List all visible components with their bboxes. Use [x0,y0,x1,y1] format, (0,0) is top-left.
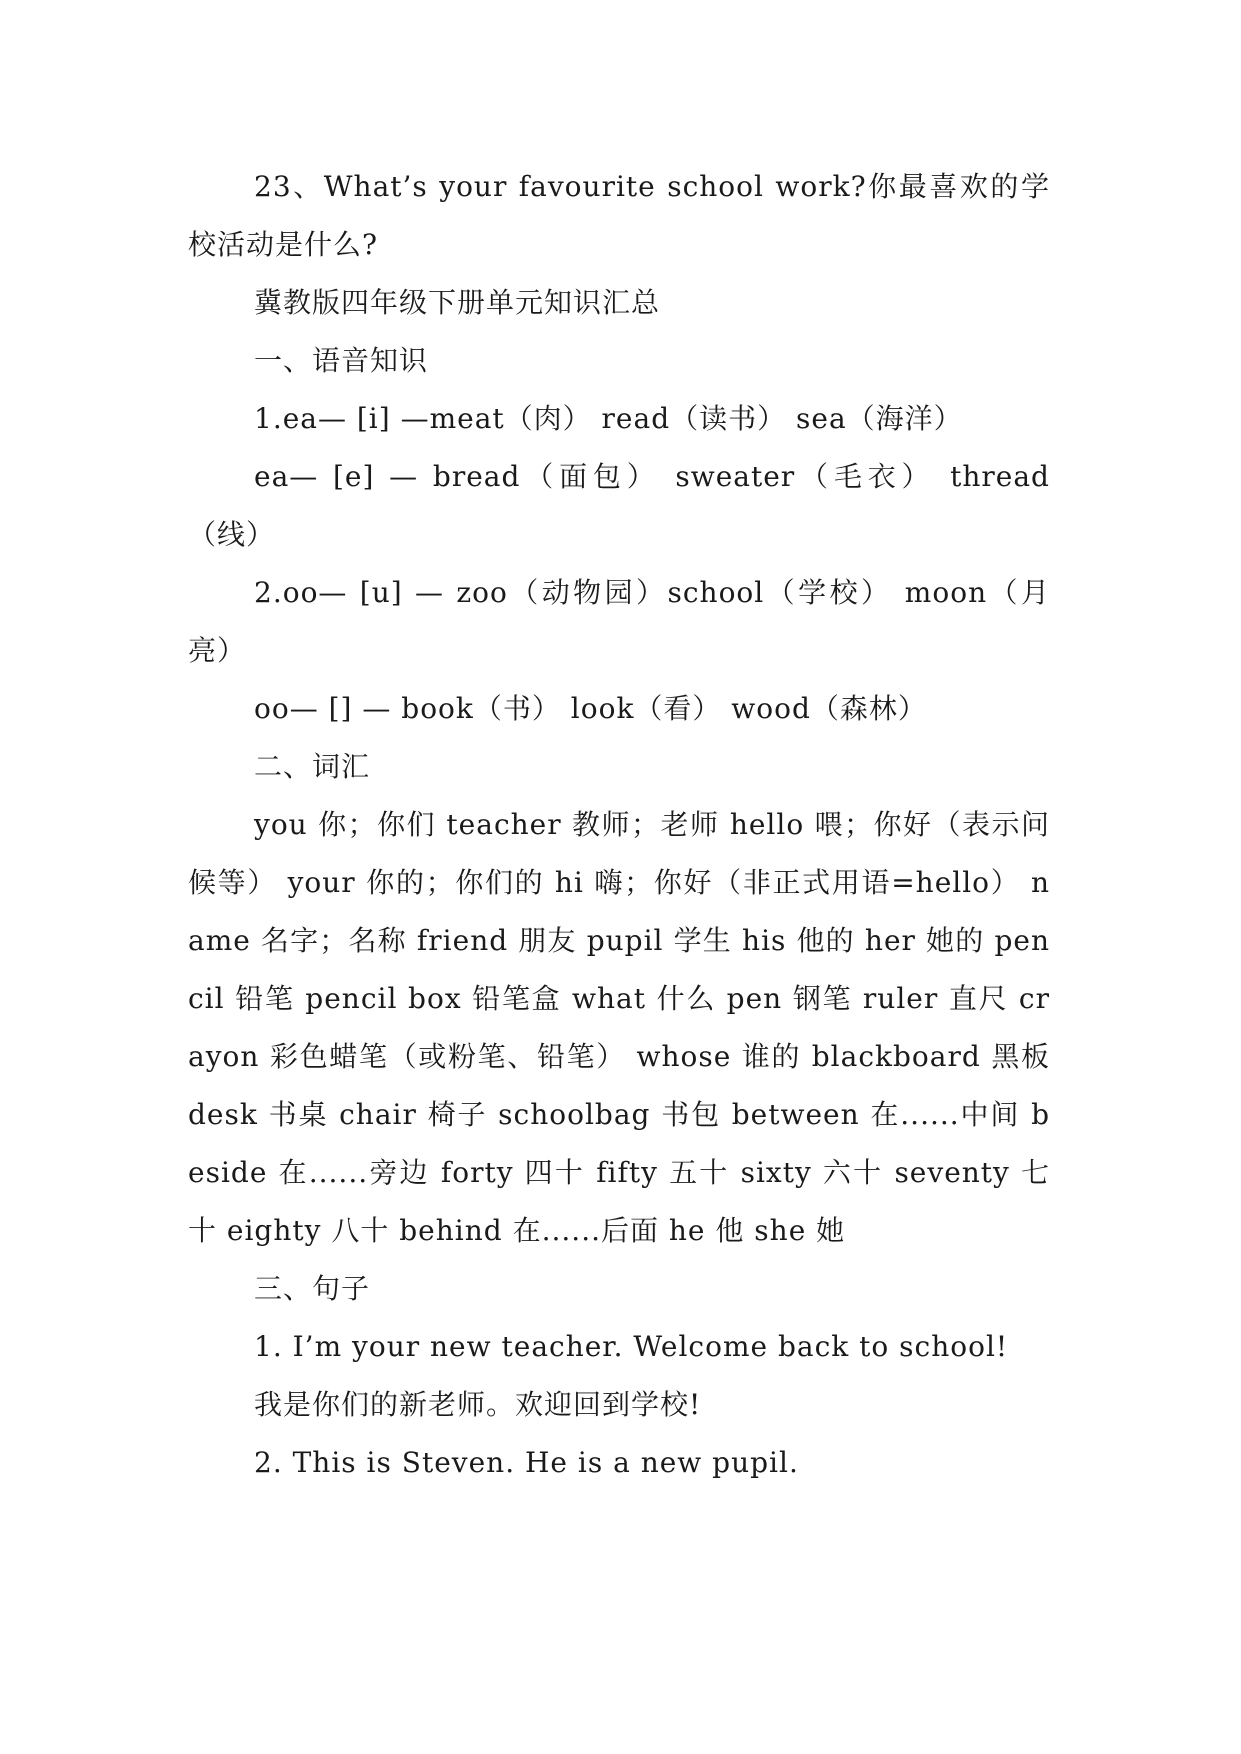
sentence-1-english: 1. I’m your new teacher. Welcome back to school! [254,1330,1009,1363]
sentence-2-english: 2. This is Steven. He is a new pupil. [254,1446,799,1479]
phonetics-ea-e: ea— [e] — bread（面包） sweater（毛衣） thread（线） [188,460,1050,551]
section-heading-vocabulary: 二、词汇 [254,750,371,783]
phonetics-oo-u: 2.oo— [u] — zoo（动物园）school（学校） moon（月亮） [188,576,1050,667]
phonetics-oo-short: oo— [] — book（书） look（看） wood（森林） [254,692,927,725]
phonetics-ea-i: 1.ea— [i] —meat（肉） read（读书） sea（海洋） [254,402,963,435]
section-heading-phonetics: 一、语音知识 [254,344,429,377]
sentence-1-chinese: 我是你们的新老师。欢迎回到学校! [254,1388,702,1421]
summary-title: 冀教版四年级下册单元知识汇总 [254,286,661,319]
document-body [188,158,1050,1492]
vocabulary-list: you 你；你们 teacher 教师；老师 hello 喂；你好（表示问候等） your 你的；你们的 hi 嗨；你好（非正式用语=hello） name 名字；名称 friend 朋友 pupil 学生 his 他的 her 她的 pencil 铅笔 pencil box 铅笔盒 what 什么 pen 钢笔 ruler 直尺 crayon 彩色蜡笔（或粉笔、铅笔） whose 谁的 blackboard 黑板 desk 书桌 chair 椅子 schoolbag 书包 between 在......中间 beside 在......旁边 forty 四十 fifty 五十 sixty 六十 seventy 七十 eighty 八十 behind 在......后面 he 他 she 她 [188,808,1050,1247]
question-23: 23、What’s your favourite school work?你最喜欢的学校活动是什么? [188,170,1050,261]
section-heading-sentences: 三、句子 [254,1272,371,1305]
